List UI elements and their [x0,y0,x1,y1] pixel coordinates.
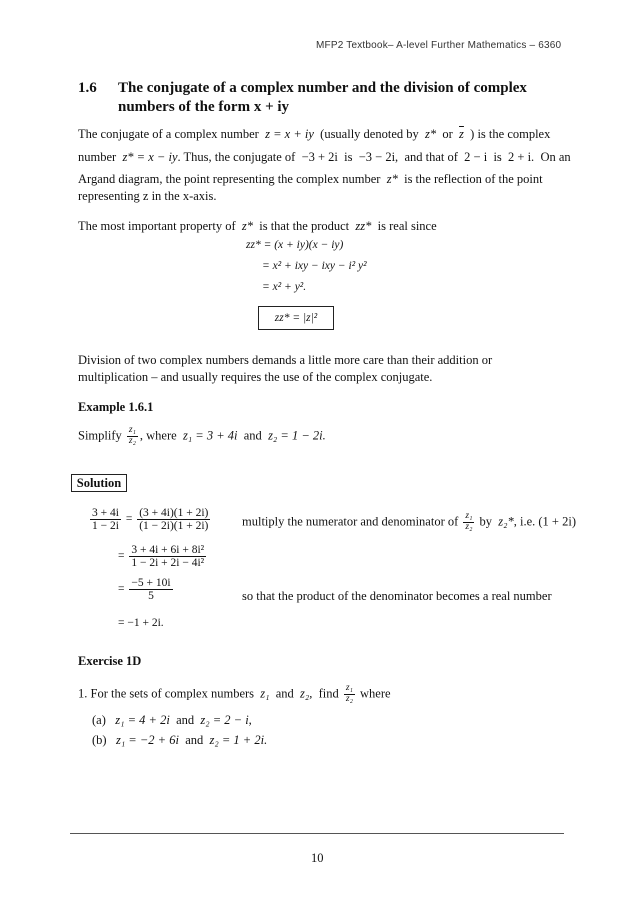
paragraph-2: The most important property of z* is that the product zz* is real since [78,219,437,233]
derivation-line-1: zz* = (x + iy)(x − iy) [246,239,344,251]
solution-note-1: multiply the numerator and denominator of $\frac{\text{z₁}}{\text{z₂}}$ by z₂*, i.e. (1 + 2i) [242,511,576,532]
solution-final: = −1 + 2i. [118,617,164,629]
z-bar-symbol: $\overline{z}$ [459,127,464,141]
paragraph-3-line-1: Division of two complex numbers demands a little more care than their addition or [78,353,493,367]
exercise-question-1: 1. For the sets of complex numbers z₁ and z₂, find $\frac{\text{z₁}}{\text{z₂}}$ where [78,683,391,704]
section-title-line1: The conjugate of a complex number and the division of complex [118,80,527,96]
boxed-result: zz* = |z|² [258,306,334,330]
paragraph-1-line-4: representing z in the x-axis. [78,189,217,203]
example-statement: Simplify $\frac{\text{z₁}}{\text{z₂}}$ , where z₁ = 3 + 4i and z₂ = 1 − 2i. [78,425,326,446]
page-number: 10 [311,851,324,865]
fraction-simplified: $\frac{-5 + 10i}{5}$ [131,577,171,603]
running-header: MFP2 Textbook– A-level Further Mathematics – 6360 [316,40,562,51]
solution-note-2: so that the product of the denominator becomes a real number [242,589,552,603]
section-number: 1.6 [78,80,97,96]
note-fraction: $\frac{\text{z₁}}{\text{z₂}}$ [465,511,473,532]
section-title-line2: numbers of the form x + iy [118,99,290,115]
example-fraction: $\frac{\text{z₁}}{\text{z₂}}$ [128,425,136,446]
example-heading: Example 1.6.1 [78,400,154,414]
solution-label: Solution [71,474,127,492]
paragraph-3-line-2: multiplication – and usually requires the use of the complex conjugate. [78,370,433,384]
paragraph-1-line-1: The conjugate of a complex number z = x + iy (usually denoted by z* or $\overline{z}$ ) is the complex [78,127,551,141]
solution-step-1: $\frac{3 + 4i}{1 - 2i}$ = $\frac{(3 + 4i)(1 + 2i)}{(1 - 2i)(1 + 2i)}$ [92,507,209,533]
solution-step-3: = $\frac{-5 + 10i}{5}$ [118,577,171,603]
exercise-part-b: (b) z₁ = −2 + 6i and z₂ = 1 + 2i. [92,733,268,747]
paragraph-1-line-2: number z* = x − iy. Thus, the conjugate of −3 + 2i is −3 − 2i, and that of 2 − i is 2 + i. On an [78,150,571,164]
exercise-fraction: $\frac{\text{z₁}}{\text{z₂}}$ [345,683,353,704]
fraction-original: $\frac{3 + 4i}{1 - 2i}$ [92,507,119,533]
footer-rule [70,833,564,834]
fraction-multiplied: $\frac{(3 + 4i)(1 + 2i)}{(1 - 2i)(1 + 2i)}$ [139,507,209,533]
solution-step-2: = $\frac{\text{3 + 4i + 6i + 8i²}}{\text{1 − 2i + 2i − 4i²}}$ [118,544,205,570]
exercise-heading: Exercise 1D [78,654,142,668]
derivation-line-3: = x² + y². [262,281,307,293]
exercise-part-a: (a) z₁ = 4 + 2i and z₂ = 2 − i, [92,713,252,727]
fraction-expanded: $\frac{\text{3 + 4i + 6i + 8i²}}{\text{1 − 2i + 2i − 4i²}}$ [131,544,205,570]
derivation-line-2: = x² + ixy − ixy − i² y² [262,260,367,272]
paragraph-1-line-3: Argand diagram, the point representing the complex number z* is the reflection of the point [78,172,543,186]
